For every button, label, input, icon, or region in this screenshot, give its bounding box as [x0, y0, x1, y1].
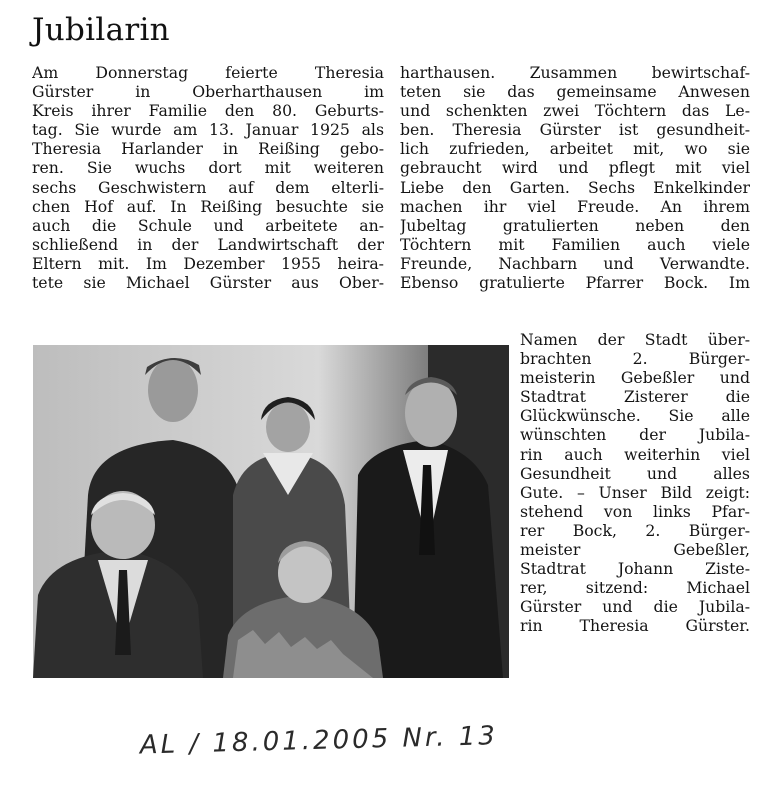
article-line: schließend in der Landwirtschaft der [32, 234, 384, 254]
article-line: Stadtrat Zisterer die [520, 387, 750, 407]
article-column-left [32, 63, 384, 292]
article-line: und schenkten zwei Töchtern das Le- [400, 101, 750, 121]
article-line: Gürster und die Jubila- [520, 597, 750, 617]
article-line: Kreis ihrer Familie den 80. Geburts- [32, 101, 384, 121]
article-line: tag. Sie wurde am 13. Januar 1925 als [32, 120, 384, 140]
article-line: ben. Theresia Gürster ist gesundheit- [400, 120, 750, 140]
article-line: sechs Geschwistern auf dem elterli- [32, 177, 384, 197]
article-line: Freunde, Nachbarn und Verwandte. [400, 253, 750, 273]
article-line: Töchtern mit Familien auch viele [400, 234, 750, 254]
article-line: machen ihr viel Freude. An ihrem [400, 196, 750, 216]
article-line: teten sie das gemeinsame Anwesen [400, 82, 750, 102]
article-line: Namen der Stadt über- [520, 330, 750, 349]
article-column-right [400, 63, 750, 292]
article-line: Gürster in Oberharthausen im [32, 82, 384, 102]
article-line: Gute. – Unser Bild zeigt: [520, 482, 750, 502]
article-photo [33, 345, 509, 678]
article-line: Am Donnerstag feierte Theresia [32, 63, 384, 82]
article-line: rin auch weiterhin viel [520, 444, 750, 464]
article-line: Theresia Harlander in Reißing gebo- [32, 139, 384, 159]
article-line: lich zufrieden, arbeitet mit, wo sie [400, 139, 750, 159]
article-line: wünschten der Jubila- [520, 425, 750, 445]
article-line: Jubeltag gratulierten neben den [400, 215, 750, 235]
article-line: ren. Sie wuchs dort mit weiteren [32, 158, 384, 178]
article-line: Eltern mit. Im Dezember 1955 heira- [32, 253, 384, 273]
article-line: Ebenso gratulierte Pfarrer Bock. Im [400, 273, 750, 293]
article-headline: Jubilarin [32, 12, 170, 48]
article-line: tete sie Michael Gürster aus Ober- [32, 273, 384, 293]
article-line: auch die Schule und arbeitete an- [32, 215, 384, 235]
article-line: Gesundheit und alles [520, 463, 750, 483]
handwritten-note: AL / 18.01.2005 Nr. 13 [139, 721, 499, 761]
article-line: gebraucht wird und pflegt mit viel [400, 158, 750, 178]
article-line: rer Bock, 2. Bürger- [520, 520, 750, 540]
article-line: rer, sitzend: Michael [520, 578, 750, 598]
article-line: Glückwünsche. Sie alle [520, 406, 750, 426]
article-column-narrow [520, 330, 750, 636]
article-line: meister Gebeßler, [520, 540, 750, 560]
article-line: rin Theresia Gürster. [520, 616, 750, 636]
article-line: chen Hof auf. In Reißing besuchte sie [32, 196, 384, 216]
article-line: Liebe den Garten. Sechs Enkelkinder [400, 177, 750, 197]
article-line: Stadtrat Johann Ziste- [520, 559, 750, 579]
article-line: stehend von links Pfar- [520, 501, 750, 521]
article-line: harthausen. Zusammen bewirtschaf- [400, 63, 750, 82]
article-line: meisterin Gebeßler und [520, 368, 750, 388]
article-line: brachten 2. Bürger- [520, 349, 750, 369]
